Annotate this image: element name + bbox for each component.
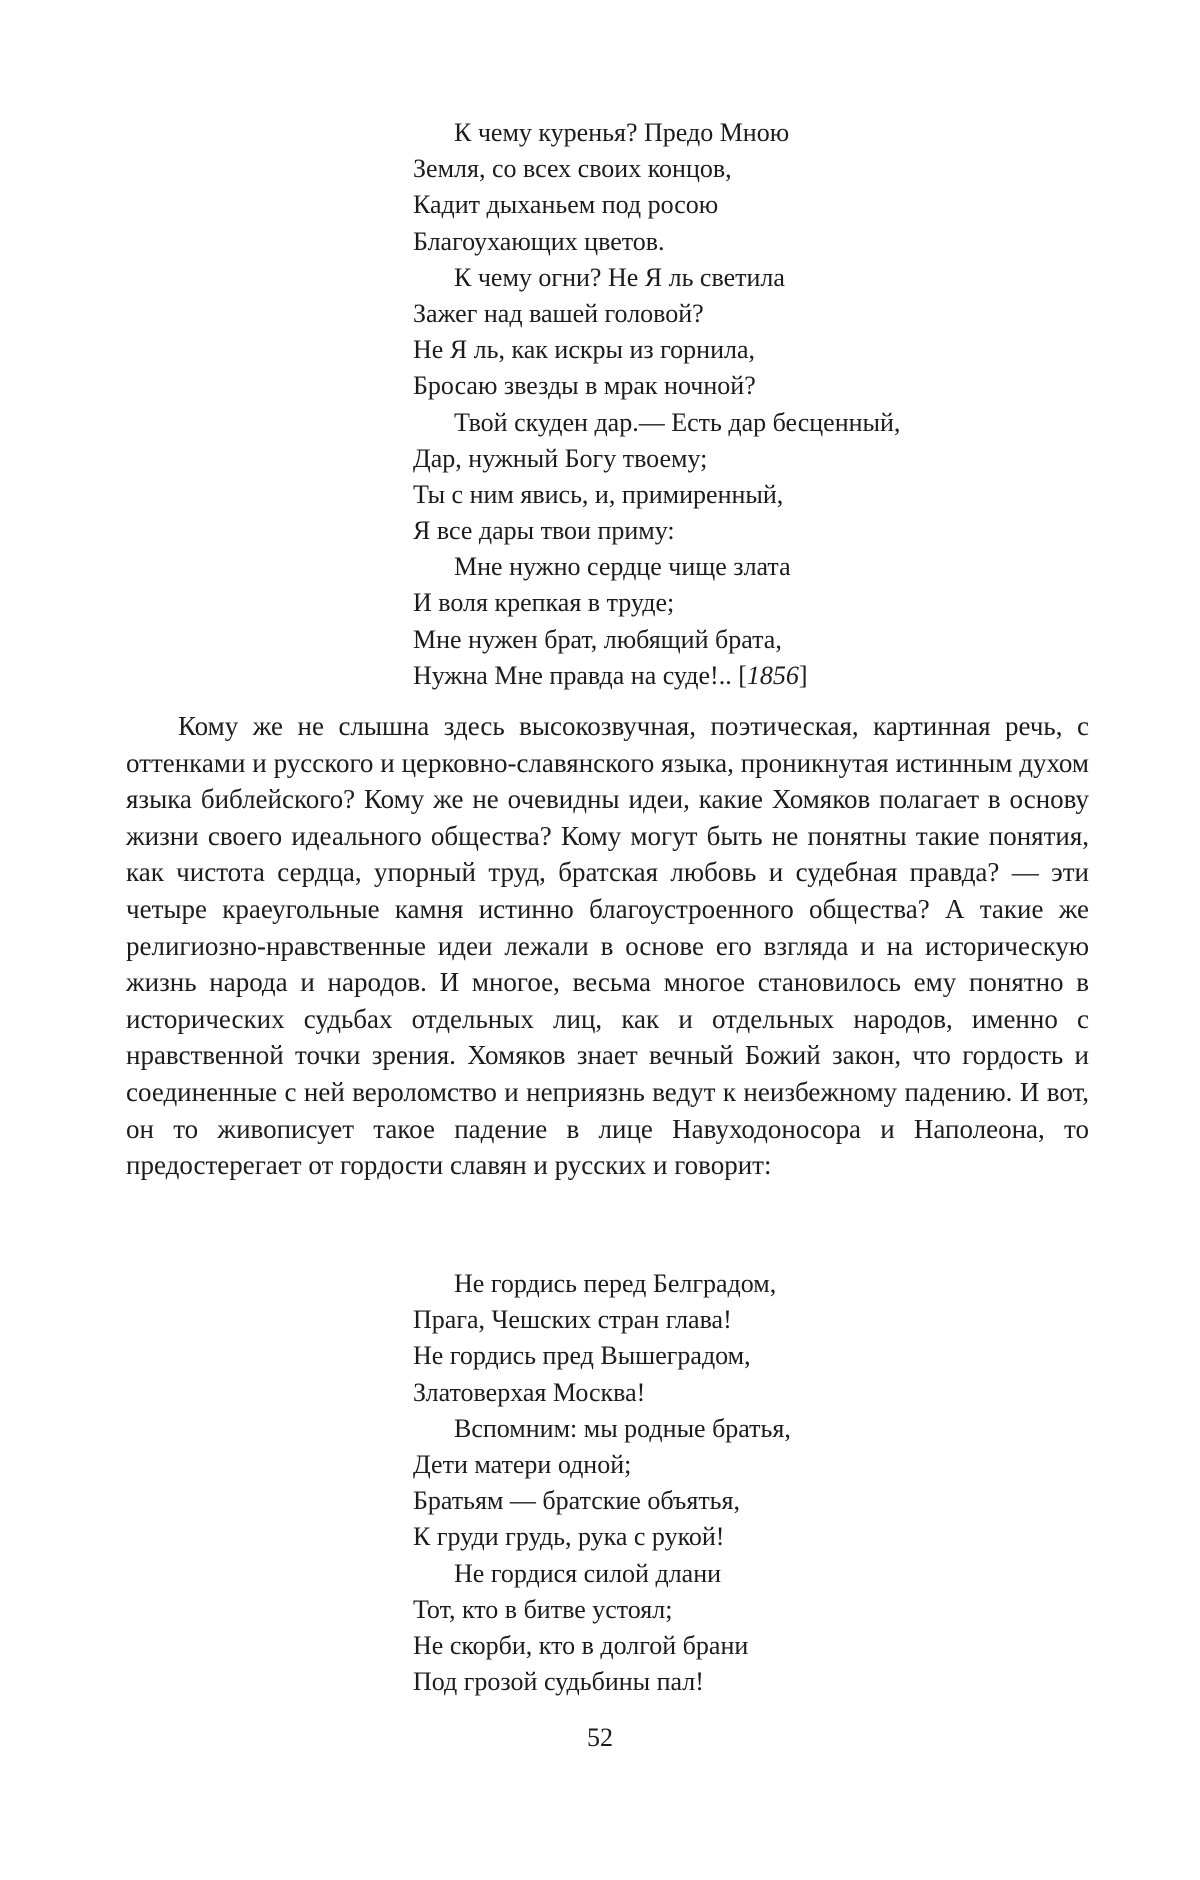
poem-line: К чему огни? Не Я ль светила [454,262,785,292]
poem-line: Тот, кто в битве устоял; [413,1594,673,1624]
poem-stanzas-second [413,1266,791,1700]
date-bracket-close: ] [798,660,808,690]
poem-line: Не скорби, кто в долгой брани [413,1630,749,1660]
poem-line: Мне нужен брат, любящий брата, [413,624,782,654]
poem-line: Благоухающих цветов. [413,226,665,256]
poem-line: Дети матери одной; [413,1449,632,1479]
paragraph-text: Кому же не слышна здесь высокозвучная, поэтическая, картинная речь, с оттенками и русского и церковно-славянского языка, проникнутая истинным духом языка библейского? Кому же не очевидны идеи, какие Хомяков полагает в основу жизни своего идеального общества? Кому могут быть не понятны такие понятия, как чистота сердца, упорный труд, братская любовь и судебная правда? — эти четыре краеугольные камня истинно благоустроенного общества? А такие же религиозно-нравственные идеи лежали в основе его взгляда и на историческую жизнь народа и народов. И многое, весьма многое становилось ему понятно в исторических судьбах отдельных лиц, как и отдельных народов, именно с нравственной точки зрения. Хомяков знает вечный Божий закон, что гордость и соединенные с ней вероломство и неприязнь ведут к неизбежному падению. И вот, он то живописует такое падение в лице Навуходоносора и Наполеона, то предостерегает от гордости славян и русских и говорит: [126,711,1089,1181]
poem-line: Братьям — братские объятья, [413,1486,740,1516]
poem-line-text: Нужна Мне правда на суде!.. [413,660,739,690]
date-bracket-open: [ [738,660,747,690]
poem-last-line [413,658,900,694]
poem-line: Вспомним: мы родные братья, [454,1413,791,1443]
page-number: 52 [587,1723,613,1752]
poem-line: Не гордися силой длани [454,1558,722,1588]
poem-line: Не Я ль, как искры из горнила, [413,335,755,365]
poem-line: Мне нужно сердце чище злата [454,552,791,582]
poem-line: Дар, нужный Богу твоему; [413,443,708,473]
poem-line: И воля крепкая в труде; [413,588,675,618]
poem-line: Ты с ним явись, и, примиренный, [413,479,784,509]
poem-date: 1856 [746,660,799,690]
poem-line: Земля, со всех своих концов, [413,154,732,184]
poem-line: Под грозой судьбины пал! [413,1667,704,1697]
poem-line: Златоверхая Москва! [413,1377,646,1407]
poem-line: Твой скуден дар.— Есть дар бесценный, [454,407,901,437]
poem-line: К чему куренья? Предо Мною [454,118,790,147]
poem-line: Кадит дыханьем под росою [413,190,719,220]
poem-line: Прага, Чешских стран глава! [413,1305,732,1335]
poem-line: Не гордись перед Белградом, [454,1269,777,1298]
poem-line: Зажег над вашей головой? [413,298,704,328]
poem-line: Не гордись пред Вышеградом, [413,1341,751,1371]
poem-line: К груди грудь, рука с рукой! [413,1522,725,1552]
poem-stanzas-first [413,115,900,694]
poem-line: Я все дары твои приму: [413,516,675,546]
body-paragraph [126,708,1089,1184]
poem-line: Бросаю звезды в мрак ночной? [413,371,756,401]
